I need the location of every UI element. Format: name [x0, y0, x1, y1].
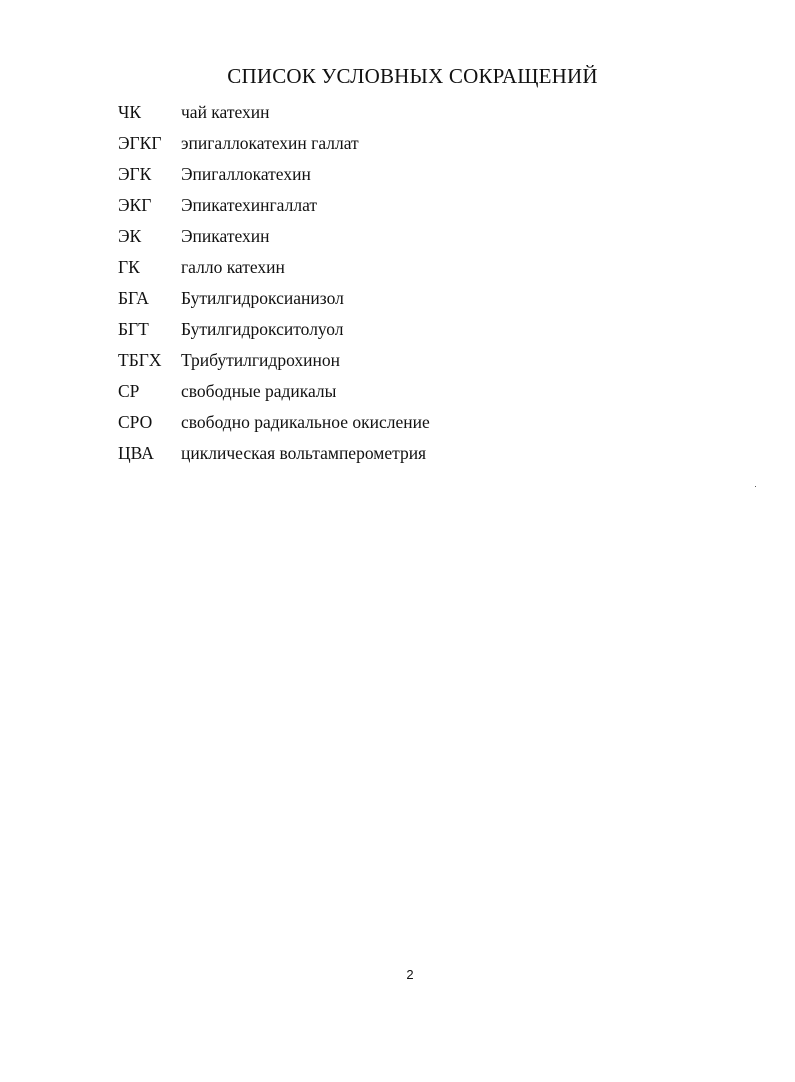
abbreviation-description: Эпигаллокатехин	[181, 163, 311, 184]
abbreviation-code: ЭК	[118, 225, 142, 246]
abbreviation-code: ЦВА	[118, 442, 154, 463]
scan-speck	[755, 486, 756, 487]
abbreviation-list	[118, 96, 718, 468]
abbreviation-row	[118, 220, 718, 251]
abbreviation-code: ЭГКГ	[118, 132, 162, 153]
abbreviation-description: эпигаллокатехин галлат	[181, 132, 359, 153]
abbreviation-code: ЭГК	[118, 163, 152, 184]
abbreviation-description: свободные радикалы	[181, 380, 337, 401]
abbreviation-code: ГК	[118, 256, 140, 277]
page-number: 2	[406, 967, 414, 982]
abbreviation-description: Бутилгидрокситолуол	[181, 318, 344, 339]
abbreviation-row	[118, 437, 718, 468]
abbreviation-description: чай катехин	[181, 101, 270, 122]
abbreviation-code: БГА	[118, 287, 149, 308]
abbreviation-code: СРО	[118, 411, 153, 432]
abbreviation-code: СР	[118, 380, 140, 401]
abbreviation-row	[118, 127, 718, 158]
abbreviation-description: свободно радикальное окисление	[181, 411, 430, 432]
abbreviation-row	[118, 189, 718, 220]
abbreviation-description: галло катехин	[181, 256, 285, 277]
abbreviation-row	[118, 375, 718, 406]
abbreviation-description: Эпикатехин	[181, 225, 270, 246]
abbreviation-code: ЧК	[118, 101, 142, 122]
abbreviation-code: ЭКГ	[118, 194, 152, 215]
abbreviation-code: ТБГХ	[118, 349, 162, 370]
abbreviation-row	[118, 313, 718, 344]
abbreviation-row	[118, 406, 718, 437]
abbreviation-description: Бутилгидроксианизол	[181, 287, 344, 308]
abbreviation-row	[118, 251, 718, 282]
abbreviation-row	[118, 282, 718, 313]
abbreviation-description: циклическая вольтамперометрия	[181, 442, 427, 463]
page-title: СПИСОК УСЛОВНЫХ СОКРАЩЕНИЙ	[227, 64, 598, 88]
abbreviation-row	[118, 158, 718, 189]
abbreviation-code: БГТ	[118, 318, 149, 339]
abbreviation-description: Эпикатехингаллат	[181, 194, 318, 215]
abbreviation-row	[118, 344, 718, 375]
abbreviation-description: Трибутилгидрохинон	[181, 349, 340, 370]
abbreviation-row	[118, 96, 718, 127]
